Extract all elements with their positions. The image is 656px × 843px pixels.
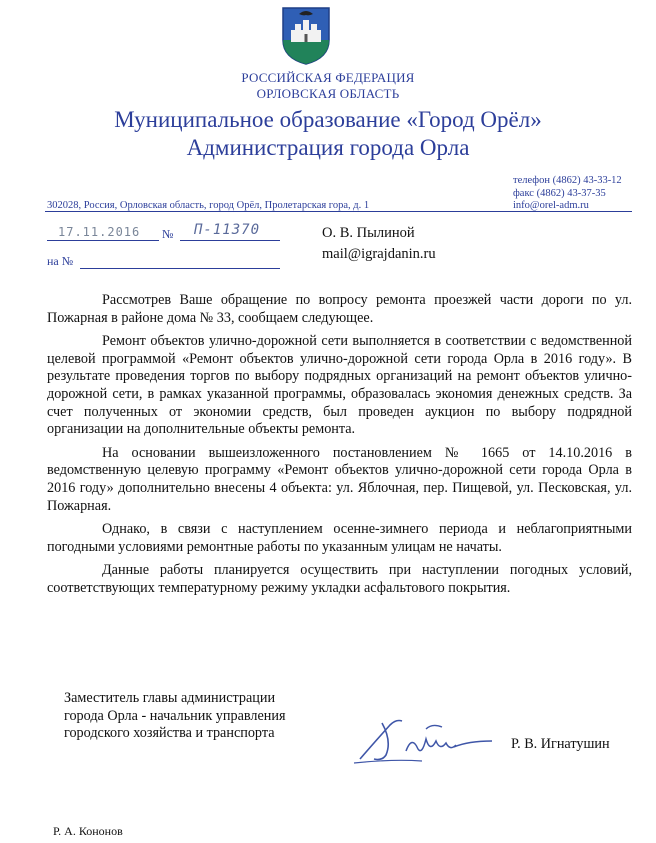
address-text: 302028, Россия, Орловская область, город Орёл, Пролетарская гора, д. 1 xyxy=(47,200,370,211)
signatory-title-line: города Орла - начальник управления xyxy=(64,707,286,724)
signatory-name: Р. В. Игнатушин xyxy=(511,736,610,752)
body-paragraph-1: Рассмотрев Ваше обращение по вопросу ремонта проезжей части дороги по ул. Пожарная в районе дома № 33, сообщаем следующее. xyxy=(47,292,632,326)
organization-heading: Муниципальное образование «Город Орёл» xyxy=(114,107,542,132)
phone-text: телефон (4862) 43-33-12 xyxy=(513,175,622,186)
contacts-block xyxy=(513,175,622,213)
country-heading: РОССИЙСКАЯ ФЕДЕРАЦИЯ xyxy=(241,70,415,85)
body-paragraph-2: Ремонт объектов улично-дорожной сети выполняется в соответствии с ведомственной целевой программой «Ремонт объектов улично-дорожной сети города Орла в 2016 году». В результате проведения торгов по выбору подрядных организаций на ремонт объектов улично-дорожной сети, в рамках указанной программы, образовалась экономия денежных средств. За счет полученных от экономии средств, был проведен аукцион по выбору подрядной организации на дополнительные объекты ремонта. xyxy=(47,333,632,438)
recipient-block xyxy=(322,223,436,265)
on-number-label: на № xyxy=(47,254,74,268)
recipient-name: О. В. Пылиной xyxy=(322,225,415,241)
number-line xyxy=(180,240,280,241)
on-number-line xyxy=(80,268,280,269)
date-stamp: 17.11.2016 xyxy=(58,225,141,239)
body-paragraph-3: На основании вышеизложенного постановлением № 1665 от 14.10.2016 в ведомственную целевую программу «Ремонт объектов улично-дорожной сети города Орла в 2016 году» дополнительно внесены 4 объекта: ул. Яблочная, пер. Пищевой, ул. Песковская, ул. Пожарная. xyxy=(47,444,632,514)
signatory-title xyxy=(64,690,285,743)
email-link[interactable]: info@orel-adm.ru xyxy=(513,200,589,211)
executor-name: Р. А. Кононов xyxy=(53,824,123,838)
region-heading: ОРЛОВСКАЯ ОБЛАСТЬ xyxy=(256,86,400,101)
administration-heading: Администрация города Орла xyxy=(186,135,470,160)
body-paragraph-4: Однако, в связи с наступлением осенне-зимнего периода и неблагоприятными погодными условиями ремонтные работы по указанным улицам не начаты. xyxy=(47,521,632,555)
outgoing-number: П-11370 xyxy=(194,222,261,238)
handwritten-signature xyxy=(352,715,504,765)
letter-body xyxy=(47,292,632,604)
letterhead-divider xyxy=(45,211,632,212)
recipient-email: mail@igrajdanin.ru xyxy=(322,246,436,262)
signatory-title-line: Заместитель главы администрации xyxy=(64,690,276,706)
signatory-title-line: городского хозяйства и транспорта xyxy=(64,725,275,742)
date-line xyxy=(47,240,159,241)
body-paragraph-5: Данные работы планируется осуществить при наступлении погодных условий, соответствующих температурному режиму укладки асфальтового покрытия. xyxy=(47,562,632,596)
fax-text: факс (4862) 43-37-35 xyxy=(513,187,606,199)
orel-coat-of-arms-icon xyxy=(281,6,331,66)
number-sign: № xyxy=(162,227,174,241)
